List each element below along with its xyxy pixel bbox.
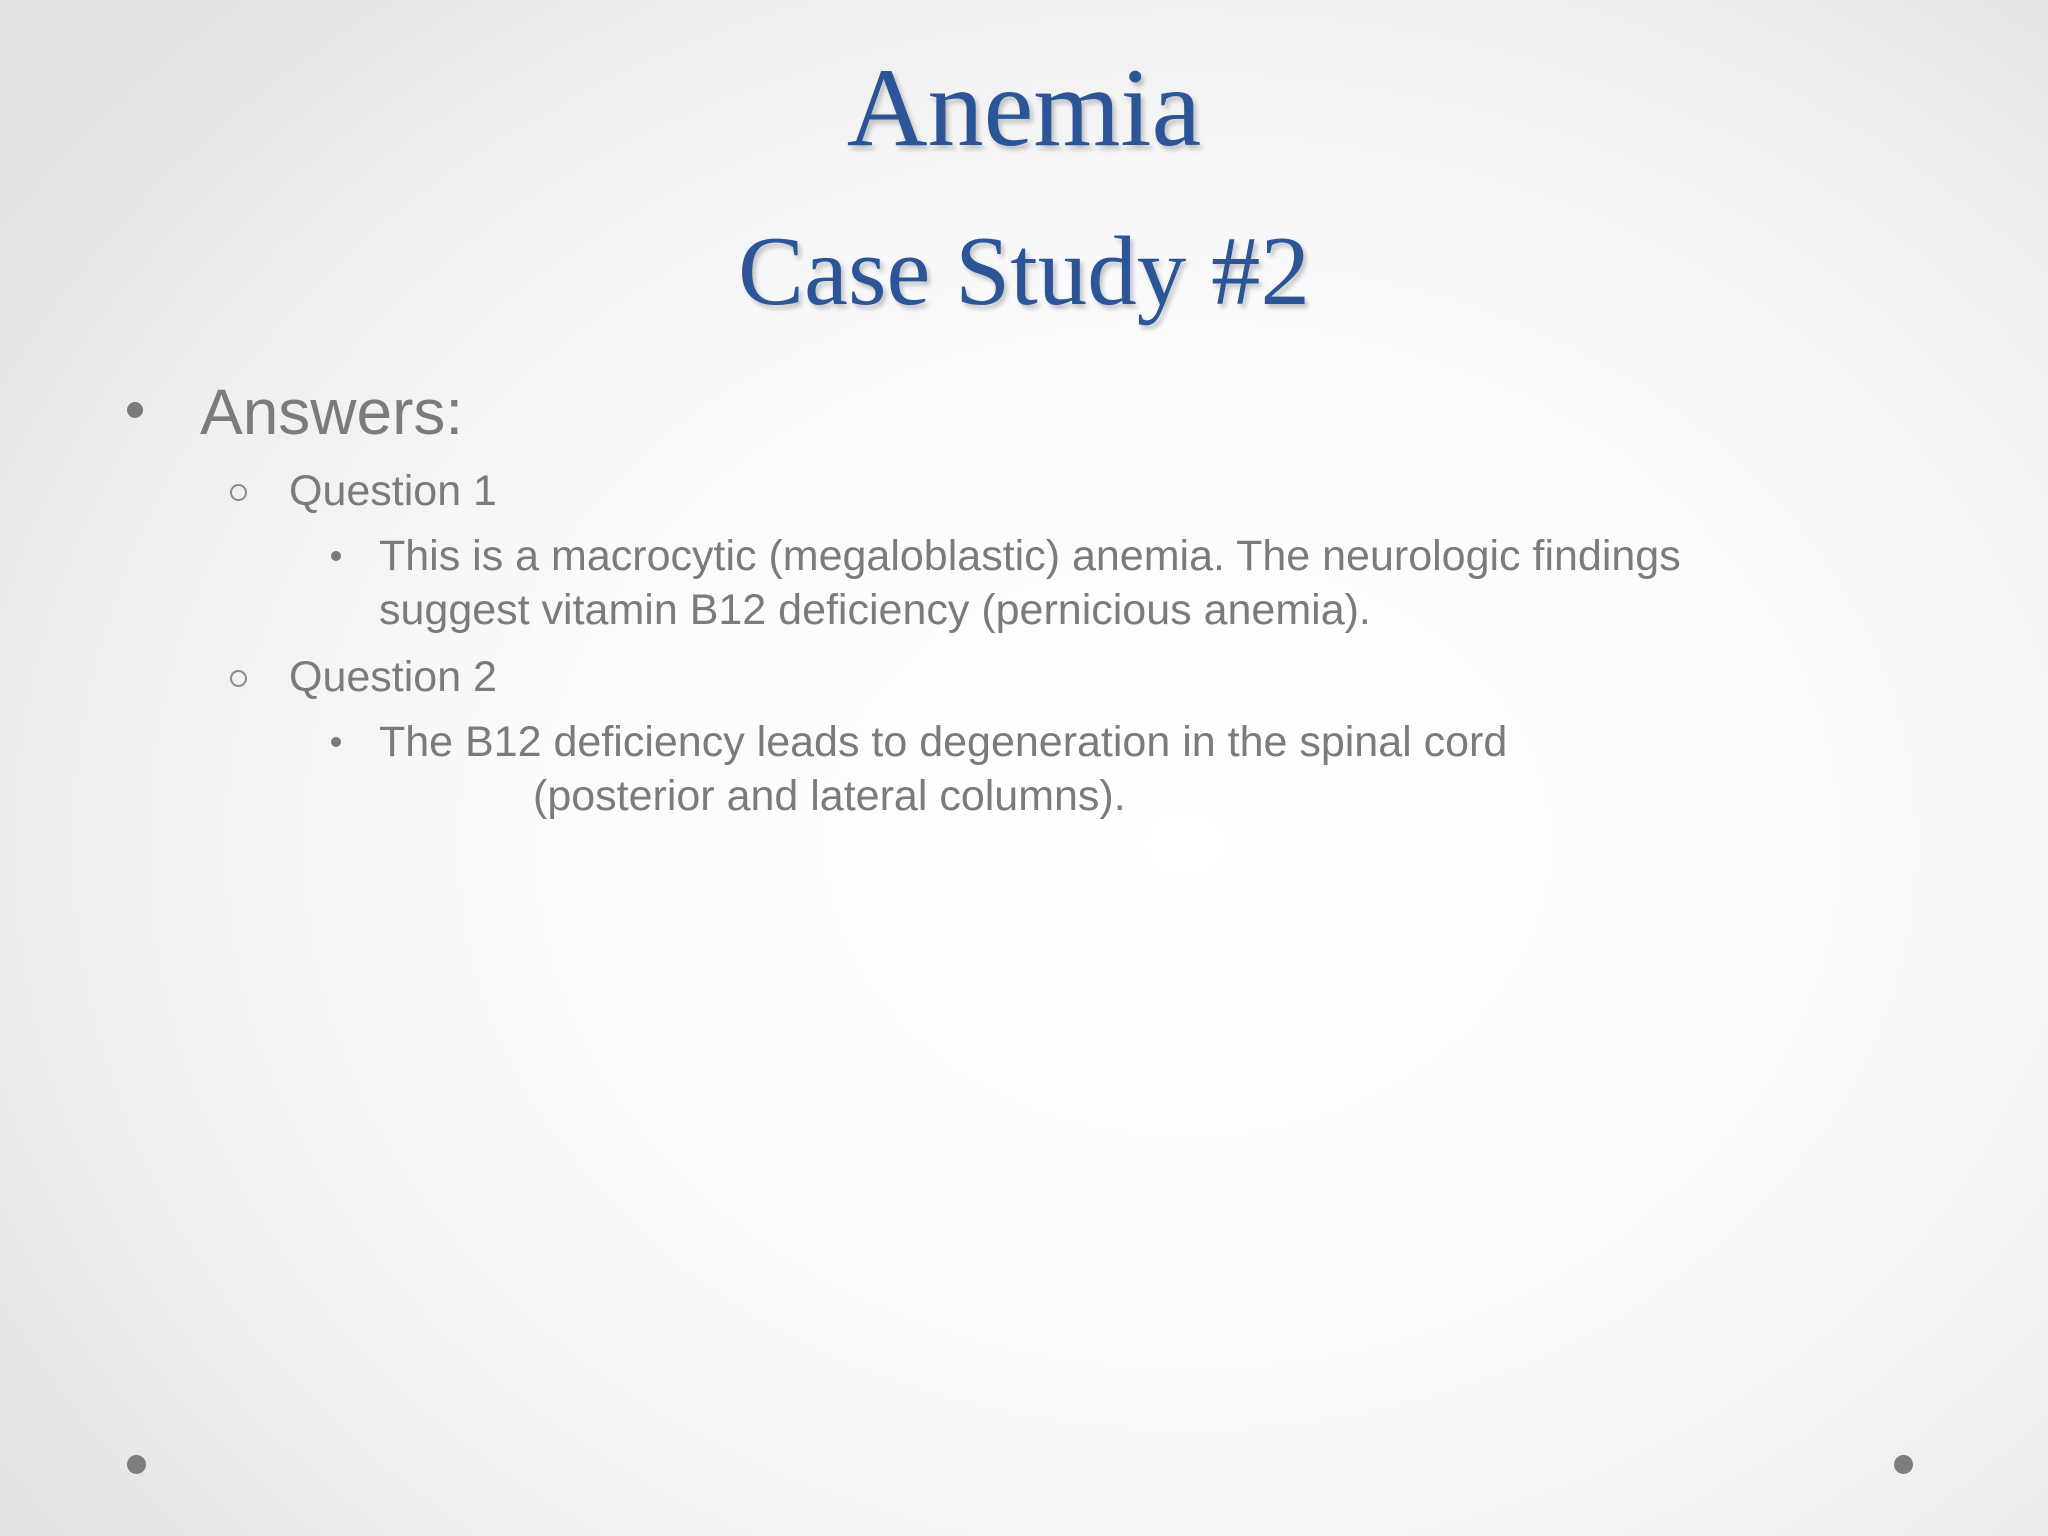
question-2-label: Question 2: [289, 653, 497, 701]
bullet-dot-icon: [331, 737, 341, 747]
slide-title: Anemia: [846, 46, 1202, 170]
corner-dot-left-icon: [127, 1455, 146, 1474]
bullet-dot-icon: [331, 551, 341, 561]
bullet-dot-icon: [127, 402, 143, 418]
bullet-circle-icon: [230, 484, 247, 501]
bullet-circle-icon: [230, 670, 247, 687]
question-2-answer-line-1: The B12 deficiency leads to degeneration in the spinal cord: [379, 718, 1508, 766]
question-1-answer-line-2: suggest vitamin B12 deficiency (pernicious anemia).: [379, 586, 1371, 634]
question-2-answer-line-2: (posterior and lateral columns).: [533, 772, 1126, 820]
question-1-label: Question 1: [289, 467, 497, 515]
answers-heading: Answers:: [200, 376, 464, 448]
corner-dot-right-icon: [1894, 1455, 1913, 1474]
slide-subtitle: Case Study #2: [737, 217, 1310, 326]
question-1-answer-line-1: This is a macrocytic (megaloblastic) anemia. The neurologic findings: [379, 532, 1681, 580]
